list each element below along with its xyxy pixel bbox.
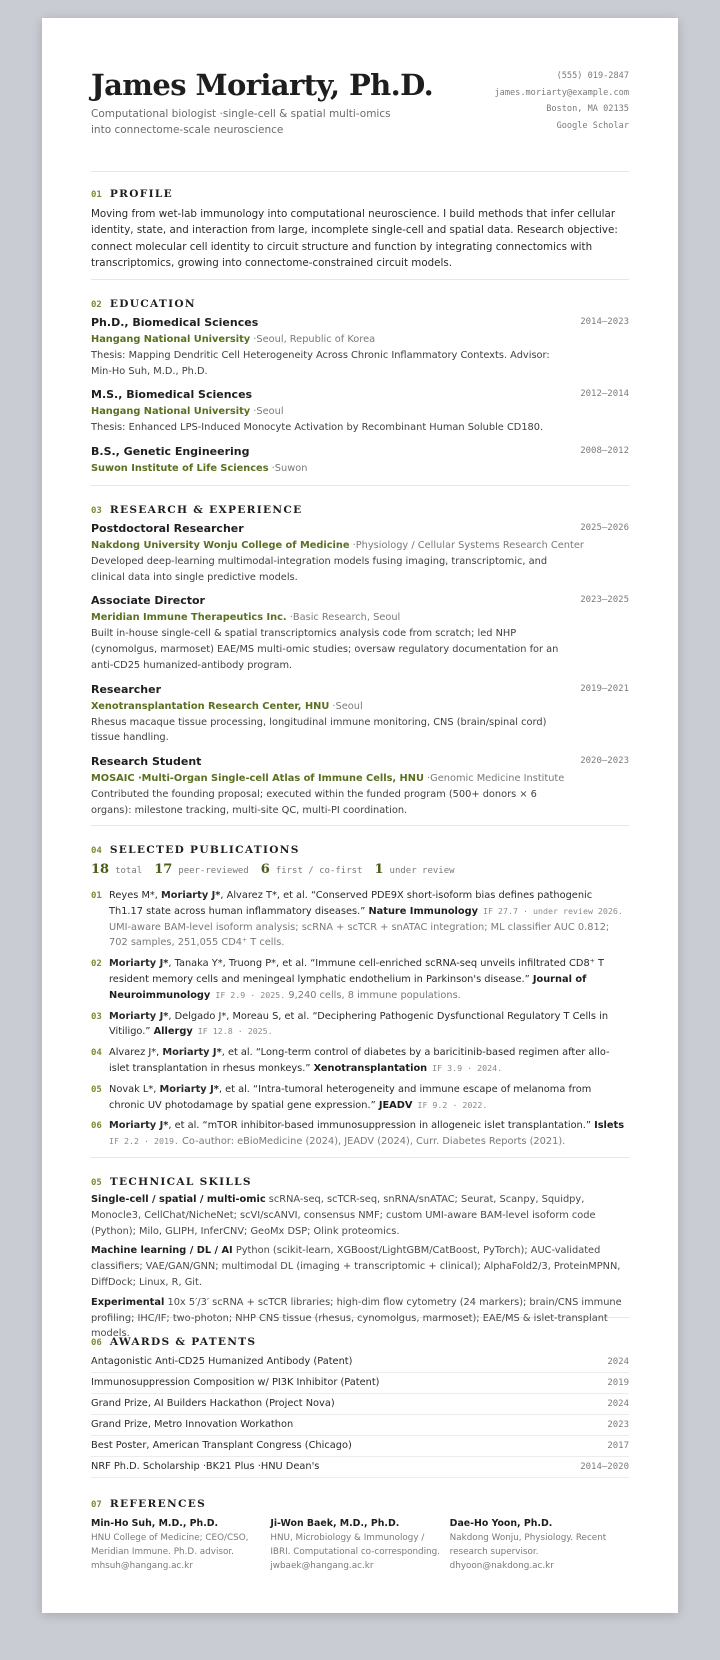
education-section	[91, 280, 629, 486]
section-header	[91, 1482, 629, 1510]
publication-number: 06	[91, 1121, 102, 1132]
experience-entry	[91, 520, 629, 585]
institution-location: ·Suwon	[271, 463, 308, 475]
section-header	[91, 172, 629, 200]
publication-item	[91, 956, 629, 1003]
institution-location: ·Seoul	[253, 406, 284, 418]
impact-meta: IF 2.9 · 2025.	[210, 989, 286, 1000]
entry-org	[91, 461, 629, 477]
section-number: 07	[91, 1500, 102, 1510]
reference-card	[450, 1516, 629, 1573]
journal-name: Islets	[594, 1120, 625, 1132]
institution-name: Hangang National University	[91, 334, 251, 345]
award-row	[91, 1436, 629, 1457]
award-row	[91, 1394, 629, 1415]
institution-name: Xenotransplantation Research Center, HNU	[91, 700, 330, 712]
impact-meta: IF 27.7 · under review 2026.	[478, 905, 623, 916]
author-list-lead: Novak L*,	[109, 1083, 160, 1095]
award-year: 2024	[607, 1357, 629, 1367]
entry-org	[91, 699, 629, 715]
reference-desc: HNU, Microbiology & Immunology / IBRI. Computational co-corresponding.	[270, 1533, 441, 1557]
entry-dates: 2019–2021	[580, 683, 629, 694]
institution-name: Nakdong University Wonju College of Medicine	[91, 540, 350, 551]
impact-meta: IF 9.2 · 2022.	[412, 1099, 488, 1110]
education-entry	[91, 314, 629, 379]
journal-name: Xenotransplantation	[313, 1062, 428, 1074]
awards-list	[91, 1352, 629, 1478]
publication-item	[91, 1118, 629, 1150]
publication-number: 01	[91, 891, 102, 901]
publication-item	[91, 1082, 629, 1114]
entry-org	[91, 610, 629, 626]
experience-entry	[91, 681, 629, 746]
institution-location: ·Physiology / Cellular Systems Research Center	[352, 540, 584, 551]
entry-dates: 2012–2014	[580, 389, 629, 400]
institution-location: ·Basic Research, Seoul	[289, 612, 401, 624]
reference-name: Min-Ho Suh, M.D., Ph.D.	[91, 1518, 219, 1529]
experience-entry	[91, 592, 629, 673]
publication-number: 02	[91, 959, 102, 970]
institution-location: ·Seoul, Republic of Korea	[253, 334, 376, 345]
section-header	[91, 1158, 629, 1188]
section-title: AWARDS & PATENTS	[109, 1336, 257, 1348]
degree-title: Ph.D., Biomedical Sciences	[91, 316, 259, 329]
stat-label: under review	[389, 866, 455, 876]
impact-meta: IF 12.8 · 2025.	[192, 1026, 273, 1037]
publication-note: 9,240 cells, 8 immune populations.	[285, 989, 461, 1001]
entry-org	[91, 538, 629, 554]
entry-detail: Thesis: Mapping Dendritic Cell Heterogeneity Across Chronic Inflammatory Contexts. Advisor: Min-Ho Suh, M.D., Ph.D.	[91, 350, 550, 377]
skill-group	[91, 1192, 629, 1239]
author-self: Moriarty J*	[109, 1120, 169, 1132]
award-name: NRF Ph.D. Scholarship ·BK21 Plus ·HNU Dean's	[91, 1461, 320, 1472]
publication-number: 04	[91, 1048, 102, 1059]
award-row	[91, 1352, 629, 1373]
candidate-name: James Moriarty, Ph.D.	[91, 68, 434, 102]
skill-label: Experimental	[91, 1296, 165, 1308]
entry-org	[91, 404, 629, 420]
citation-text: , et al. “Intra-tumoral heterogeneity and immune escape of melanoma from chronic UV photodamage by spatial gene expression.”	[109, 1083, 592, 1111]
skill-group	[91, 1243, 629, 1290]
references-section	[91, 1482, 629, 1573]
profile-section	[91, 172, 629, 280]
author-self: Moriarty J*	[161, 890, 221, 901]
skill-text: 10x 5′/3′ scRNA + scTCR libraries; high-dim flow cytometry (24 markers); brain/CNS immune profiling; IHC/IF; two-photon; NHP CNS tissue (rhesus, cynomolgus, marmoset); EAE/MS & islet-transplant models.	[91, 1296, 622, 1340]
skill-label: Single-cell / spatial / multi-omic	[91, 1194, 266, 1205]
resume-content	[91, 68, 629, 1573]
reference-email[interactable]: jwbaek@hangang.ac.kr	[270, 1561, 374, 1571]
reference-desc: HNU College of Medicine; CEO/CSO, Meridian Immune. Ph.D. advisor.	[91, 1533, 249, 1557]
author-self: Moriarty J*	[159, 1083, 219, 1095]
resume-header	[91, 68, 629, 172]
role-title: Researcher	[91, 682, 162, 696]
stat-label: first / co-first	[275, 866, 363, 876]
section-number: 01	[91, 190, 102, 200]
journal-name: JEADV	[378, 1099, 413, 1111]
reference-name: Dae-Ho Yoon, Ph.D.	[449, 1518, 553, 1529]
reference-name: Ji-Won Baek, M.D., Ph.D.	[270, 1518, 400, 1529]
reference-desc: Nakdong Wonju, Physiology. Recent research supervisor.	[449, 1533, 607, 1557]
reference-email[interactable]: mhsuh@hangang.ac.kr	[91, 1561, 193, 1571]
role-title: Postdoctoral Researcher	[91, 522, 244, 535]
institution-location: ·Genomic Medicine Institute	[427, 772, 565, 784]
award-year: 2019	[607, 1378, 629, 1388]
award-row	[91, 1415, 629, 1436]
publication-number: 05	[91, 1084, 102, 1095]
skill-text: scRNA-seq, scTCR-seq, snRNA/snATAC; Seurat, Scanpy, Squidpy, Monocle3, CellChat/NicheNet; scVI/scANVI, consensus NMF; custom UMI-aware BAM-level isoform code (Python); Milo, GLIPH, InferCNV; GeoMx DSP; Olink proteomics.	[91, 1194, 596, 1237]
institution-name: Suwon Institute of Life Sciences	[91, 463, 269, 475]
section-title: RESEARCH & EXPERIENCE	[109, 504, 303, 516]
award-year: 2024	[607, 1399, 629, 1409]
reference-list	[91, 1516, 629, 1573]
author-list-lead: Alvarez J*,	[109, 1047, 163, 1059]
stat-value: 1	[374, 862, 384, 877]
journal-name: Nature Immunology	[368, 905, 479, 917]
awards-section	[91, 1318, 629, 1482]
author-self: Moriarty J*	[162, 1047, 222, 1059]
institution-location: ·Seoul	[332, 700, 363, 712]
section-number: 04	[91, 846, 102, 856]
award-year: 2023	[607, 1420, 629, 1430]
stat-value: 18	[91, 862, 110, 877]
institution-name: Meridian Immune Therapeutics Inc.	[91, 612, 287, 624]
candidate-tagline: Computational biologist ·single-cell & spatial multi-omics into connectome-scale neuroscience	[91, 108, 391, 136]
award-name: Best Poster, American Transplant Congress (Chicago)	[91, 1440, 352, 1451]
degree-title: M.S., Biomedical Sciences	[91, 388, 253, 402]
skill-text: Python (scikit-learn, XGBoost/LightGBM/CatBoost, PyTorch); AUC-validated classifiers; VAE/GAN/GNN; multimodal DL (imaging + transcriptomic + clinical); AlphaFold2/3, ProteinMPNN, DiffDock; Linux, R, Git.	[91, 1245, 621, 1288]
contact-location: Boston, MA 02135	[546, 104, 629, 114]
publication-note: Co-author: eBioMedicine (2024), JEADV (2024), Curr. Diabetes Reports (2021).	[178, 1136, 566, 1148]
section-title: PROFILE	[109, 188, 173, 200]
publication-item	[91, 1045, 629, 1077]
section-number: 03	[91, 506, 102, 516]
research-section	[91, 486, 629, 826]
entry-detail: Built in-house single-cell & spatial transcriptomics analysis code from scratch; led NHP (cynomolgus, marmoset) EAE/MS multi-omic studies; oversaw regulatory documentation for an anti-CD25 humanized-antibody program.	[91, 628, 559, 671]
skills-section	[91, 1158, 629, 1340]
publication-item	[91, 1009, 629, 1041]
profile-text: Moving from wet-lab immunology into computational neuroscience. I build methods that infer cellular identity, state, and interaction from large, incomplete single-cell and spatial data. Research objective: connect molecular cell identity to circuit structure and function by integrating connectomics with transcriptomics, growing into connectome-constrained circuit models.	[91, 208, 618, 269]
journal-name: Allergy	[153, 1026, 193, 1038]
section-title: SELECTED PUBLICATIONS	[109, 844, 300, 856]
award-name: Grand Prize, AI Builders Hackathon (Project Nova)	[91, 1398, 335, 1409]
reference-email[interactable]: dhyoon@nakdong.ac.kr	[449, 1561, 554, 1571]
publication-note: UMI-aware BAM-level isoform analysis; scRNA + scTCR + snATAC integration; ML classifier AUC 0.812; 702 samples, 251,055 CD4⁺ T cells.	[109, 921, 610, 949]
citation-text: , Tanaka Y*, Truong P*, et al. “Immune cell-enriched scRNA-seq unveils infiltrated CD8⁺ T resident memory cells and meningeal lymphatic endothelium in Parkinson's disease.”	[109, 958, 604, 985]
entry-org	[91, 771, 629, 787]
award-year: 2014–2020	[580, 1462, 629, 1472]
stat-label: peer-reviewed	[178, 866, 249, 876]
section-title: TECHNICAL SKILLS	[109, 1176, 252, 1188]
institution-name: Hangang National University	[91, 406, 251, 418]
degree-title: B.S., Genetic Engineering	[91, 445, 250, 459]
reference-card	[270, 1516, 449, 1573]
section-header	[91, 280, 629, 310]
skill-label: Machine learning / DL / AI	[91, 1245, 233, 1257]
entry-dates: 2014–2023	[580, 317, 629, 327]
entry-detail: Thesis: Enhanced LPS-Induced Monocyte Activation by Recombinant Human Soluble CD180.	[91, 422, 544, 434]
award-row	[91, 1373, 629, 1394]
publication-number: 03	[91, 1011, 102, 1022]
section-number: 05	[91, 1178, 102, 1188]
education-entry	[91, 386, 629, 436]
role-title: Associate Director	[91, 594, 205, 608]
resume-page	[42, 18, 678, 1613]
stat-value: 6	[260, 862, 270, 877]
contact-email[interactable]: james.moriarty@example.com	[494, 87, 629, 98]
citation-text: , Alvarez T*, et al. “Conserved PDE9X short-isoform bias defines pathogenic Th1.17 state across human inflammatory diseases.”	[109, 890, 593, 917]
entry-detail: Contributed the founding proposal; executed within the funded program (500+ donors × 6 organs): milestone tracking, multi-site QC, multi-PI coordination.	[91, 788, 537, 816]
stat-label: total	[115, 866, 143, 876]
contact-scholar-link[interactable]: Google Scholar	[556, 120, 629, 131]
entry-dates: 2025–2026	[580, 523, 629, 533]
entry-org	[91, 332, 629, 348]
impact-meta: IF 2.2 · 2019.	[109, 1136, 179, 1147]
section-header	[91, 826, 629, 856]
author-self: Moriarty J*	[109, 958, 169, 970]
citation-text: , et al. “mTOR inhibitor-based immunosuppression in allogeneic islet transplantation.”	[168, 1120, 595, 1132]
education-entry	[91, 443, 629, 477]
author-self: Moriarty J*	[109, 1010, 169, 1022]
publication-stats	[91, 862, 629, 884]
award-name: Immunosuppression Composition w/ PI3K Inhibitor (Patent)	[91, 1377, 380, 1388]
award-year: 2017	[607, 1441, 629, 1451]
award-name: Antagonistic Anti-CD25 Humanized Antibody (Patent)	[91, 1356, 353, 1367]
institution-name: MOSAIC ·Multi-Organ Single-cell Atlas of Immune Cells, HNU	[91, 772, 424, 784]
section-title: EDUCATION	[109, 298, 196, 310]
publication-list	[91, 888, 629, 1150]
entry-detail: Rhesus macaque tissue processing, longitudinal immune monitoring, CNS (brain/spinal cord) tissue handling.	[91, 716, 547, 744]
award-name: Grand Prize, Metro Innovation Workathon	[91, 1419, 294, 1430]
reference-card	[91, 1516, 270, 1573]
impact-meta: IF 3.9 · 2024.	[427, 1062, 503, 1073]
entry-dates: 2023–2025	[580, 595, 629, 606]
author-list-lead: Reyes M*,	[109, 890, 162, 901]
role-title: Research Student	[91, 754, 202, 768]
experience-entry	[91, 753, 629, 818]
entry-detail: Developed deep-learning multimodal-integration models fusing imaging, transcriptomic, and clinical data into single predictive models.	[91, 556, 548, 583]
section-title: REFERENCES	[109, 1498, 207, 1510]
contact-block	[494, 68, 629, 134]
publications-section	[91, 826, 629, 1158]
section-number: 02	[91, 300, 102, 310]
entry-dates: 2020–2023	[580, 755, 629, 766]
contact-phone: (555) 019-2847	[556, 71, 629, 81]
entry-dates: 2008–2012	[580, 446, 629, 457]
citation-text: , Delgado J*, Moreau S, et al. “Deciphering Pathogenic Dysfunctional Regulatory T Cells in Vitiligo.”	[109, 1010, 609, 1038]
section-number: 06	[91, 1338, 102, 1348]
journal-name: Journal of Neuroimmunology	[109, 973, 587, 1001]
citation-text: , et al. “Long-term control of diabetes by a baricitinib-based regimen after allo-islet transplantation in rhesus monkeys.”	[109, 1047, 610, 1074]
publication-item	[91, 888, 629, 951]
stat-value: 17	[154, 862, 173, 877]
award-row	[91, 1457, 629, 1478]
section-header	[91, 486, 629, 516]
